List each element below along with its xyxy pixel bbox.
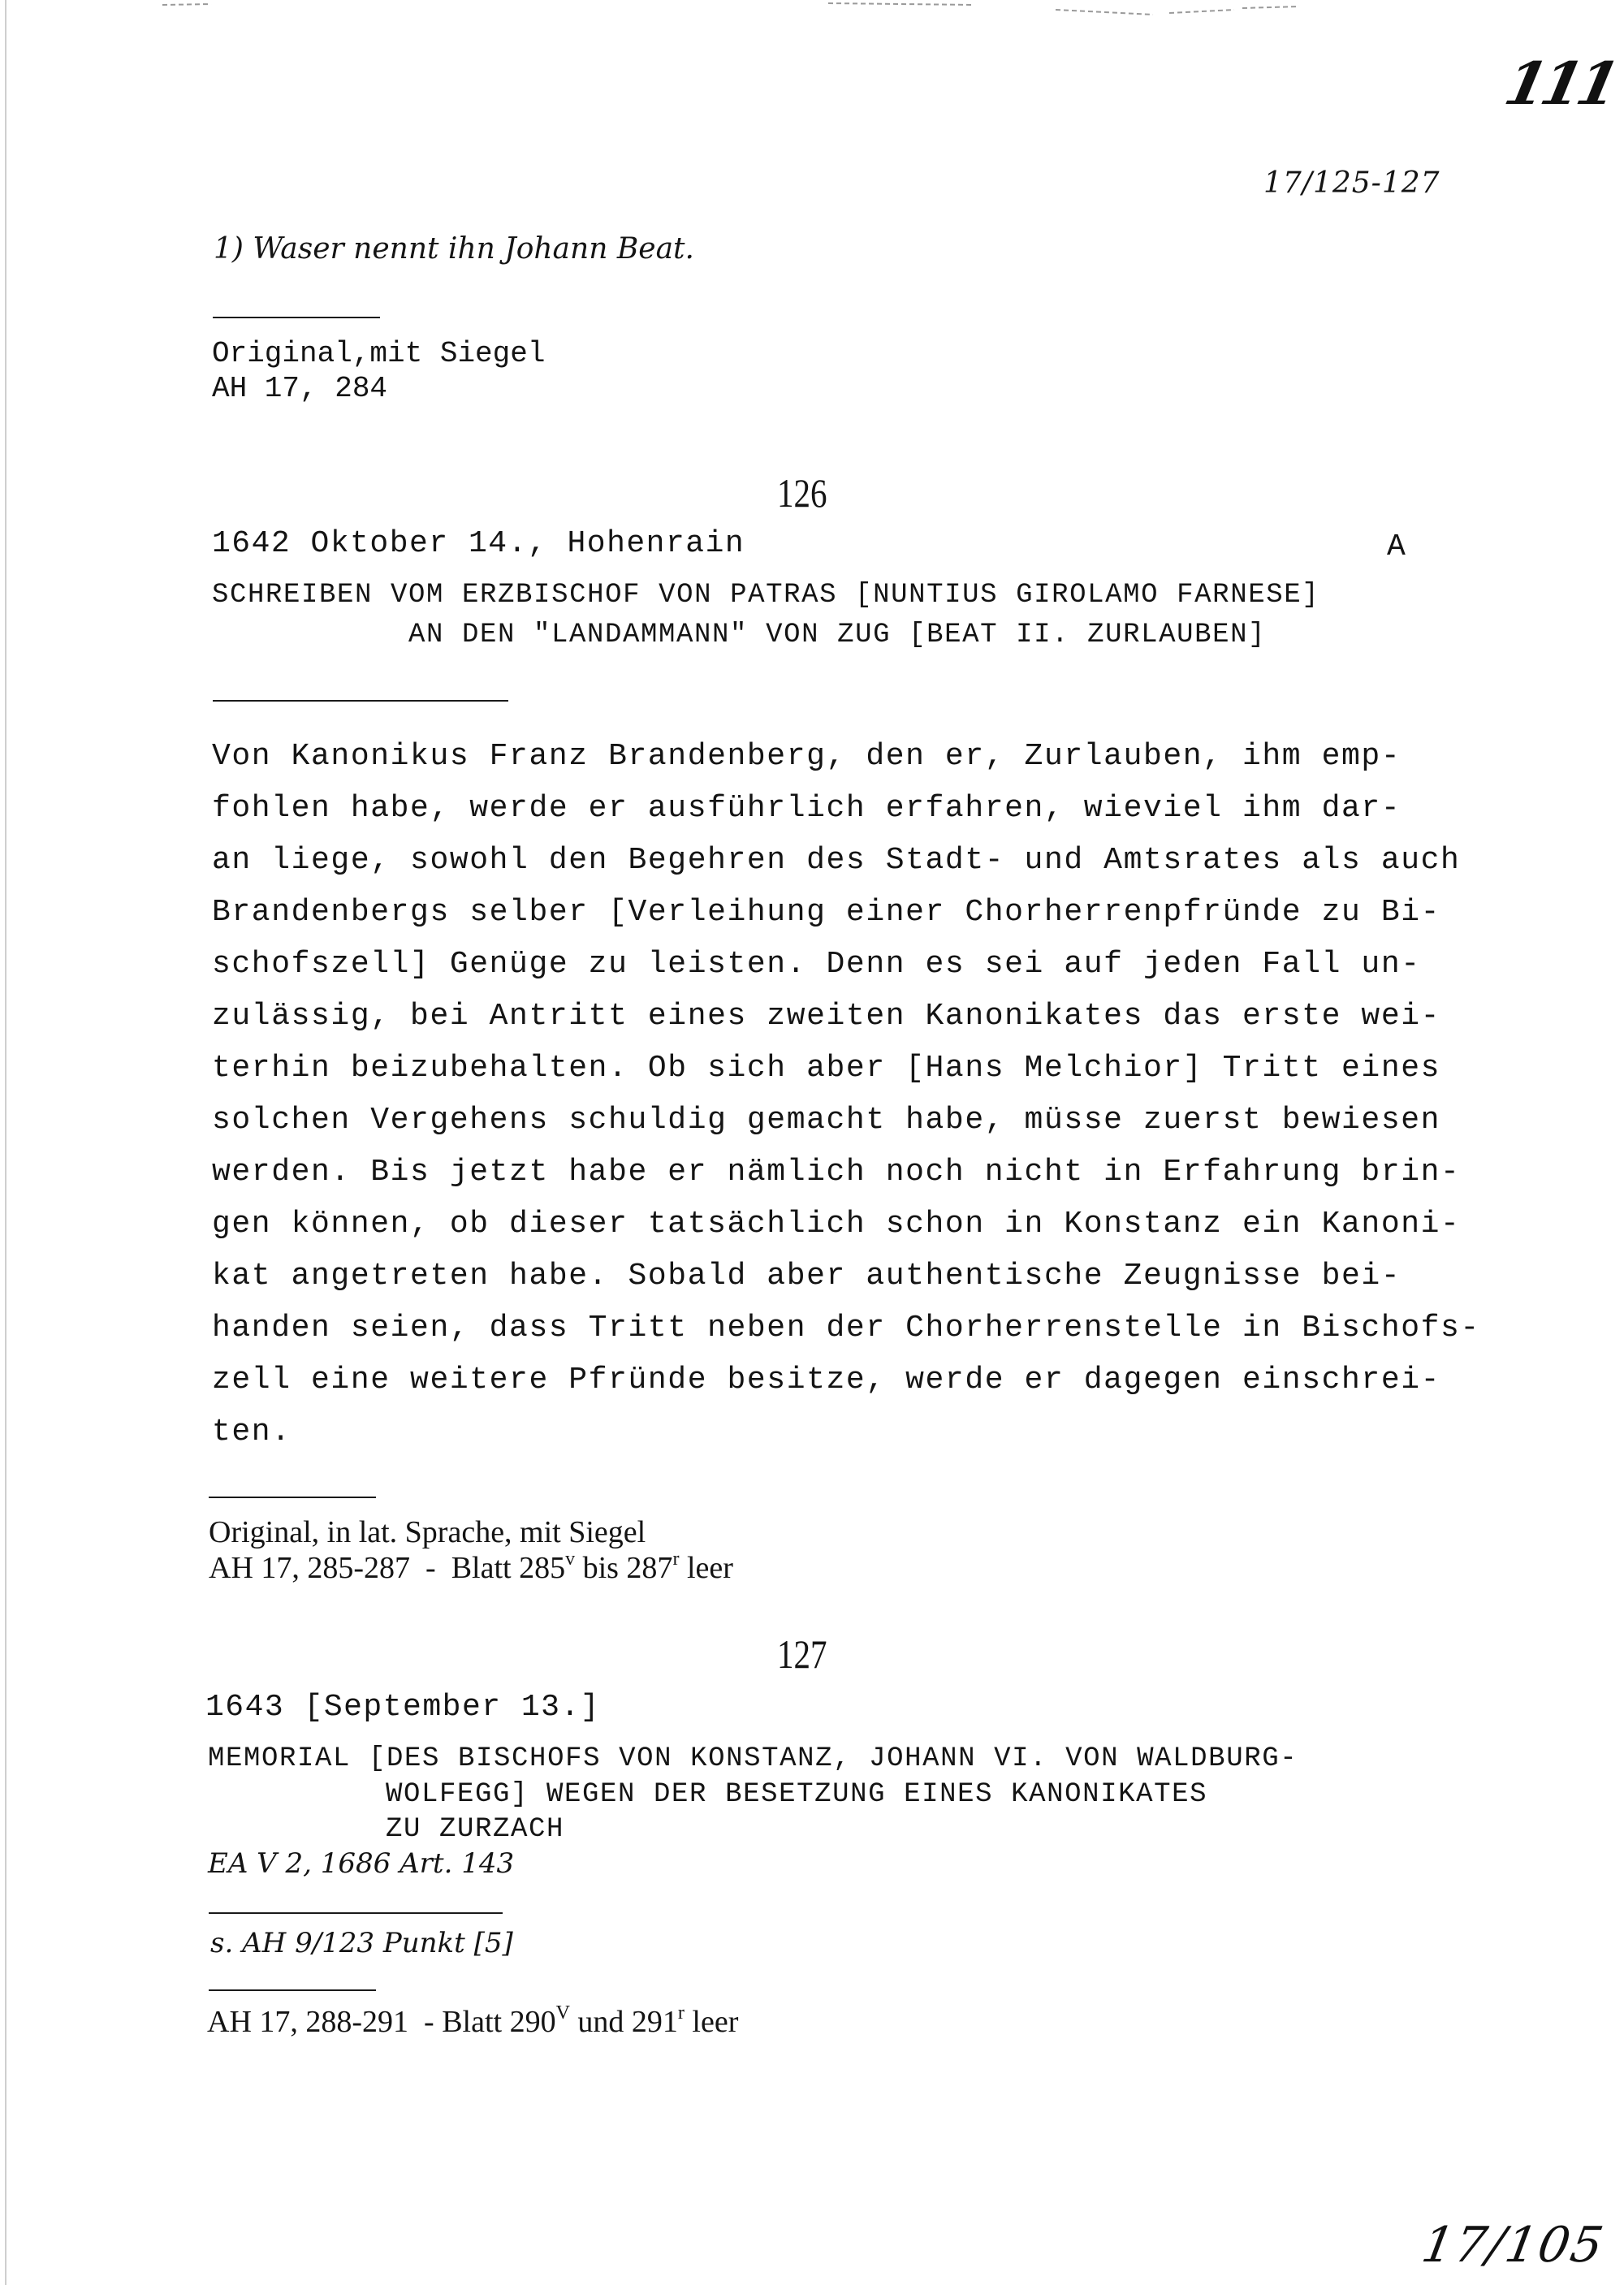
doc126-title-line1: SCHREIBEN VOM ERZBISCHOF VON PATRAS [NUNTIUS GIROLAMO FARNESE] — [212, 580, 1320, 611]
summary-line: werden. Bis jetzt habe er nämlich noch nicht in Erfahrung brin- — [212, 1155, 1461, 1190]
source-text: AH 17, 285-287 - Blatt 285 — [209, 1551, 566, 1585]
doc126-summary — [212, 731, 1479, 1458]
prev-source-line1: Original,mit Siegel — [212, 337, 546, 370]
doc127-edition-ref: EA V 2, 1686 Art. 143 — [208, 1847, 515, 1880]
doc127-cross-ref: s. AH 9/123 Punkt [5] — [210, 1927, 513, 1959]
scan-edge — [5, 0, 6, 2285]
verso-sup: V — [555, 2002, 570, 2024]
doc126-source-line1: Original, in lat. Sprache, mit Siegel — [209, 1515, 646, 1549]
summary-line: handen seien, dass Tritt neben der Chorherrenstelle in Bischofs- — [212, 1311, 1480, 1346]
summary-line: ten. — [212, 1415, 292, 1449]
divider-5 — [209, 1989, 376, 1991]
summary-line: terhin beizubehalten. Ob sich aber [Hans Melchior] Tritt eines — [212, 1051, 1441, 1086]
divider-2 — [213, 700, 508, 702]
doc127-number: 127 — [777, 1631, 827, 1677]
page-reference: 17/125-127 — [1263, 166, 1440, 200]
summary-line: an liege, sowohl den Begehren des Stadt- und Amtsrates als auch — [212, 843, 1461, 878]
summary-line: zulässig, bei Antritt eines zweiten Kanonikates das erste wei- — [212, 999, 1441, 1034]
summary-line: Brandenbergs selber [Verleihung einer Chorherrenpfründe zu Bi- — [212, 895, 1441, 930]
summary-line: solchen Vergehens schuldig gemacht habe, müsse zuerst bewiesen — [212, 1103, 1441, 1138]
source-text: AH 17, 288-291 - Blatt 290 — [207, 2005, 556, 2039]
doc126-source-line2 — [209, 1550, 733, 1586]
summary-line: Von Kanonikus Franz Brandenberg, den er, Zurlauben, ihm emp- — [212, 739, 1402, 774]
source-text: leer — [679, 1551, 733, 1585]
summary-line: kat angetreten habe. Sobald aber authentische Zeugnisse bei- — [212, 1259, 1402, 1294]
summary-line: zell eine weitere Pfründe besitze, werde er dagegen einschrei- — [212, 1363, 1441, 1397]
scan-artifacts — [0, 0, 1624, 24]
summary-line: fohlen habe, werde er ausführlich erfahren, wieviel ihm dar- — [212, 791, 1402, 826]
doc126-marker: A — [1387, 529, 1406, 564]
summary-line: schofszell] Genüge zu leisten. Denn es sei auf jeden Fall un- — [212, 947, 1421, 982]
footnote: 1) Waser nennt ihn Johann Beat. — [214, 232, 694, 266]
prev-source-line2: AH 17, 284 — [212, 372, 388, 405]
doc126-number: 126 — [777, 470, 827, 516]
handwritten-page-number: 17/105 — [1417, 2217, 1609, 2274]
recto-sup: r — [677, 2002, 685, 2024]
divider-4 — [209, 1912, 503, 1914]
verso-sup: v — [565, 1549, 576, 1570]
archive-stamp-number: 111 — [1498, 49, 1622, 118]
divider-3 — [209, 1497, 376, 1498]
doc127-title-line2: WOLFEGG] WEGEN DER BESETZUNG EINES KANONIKATES — [386, 1779, 1208, 1810]
doc127-source — [207, 2004, 738, 2040]
doc127-date: 1643 [September 13.] — [205, 1690, 601, 1725]
divider-1 — [213, 317, 380, 318]
source-text: und 291 — [569, 2005, 678, 2039]
doc126-date-place: 1642 Oktober 14., Hohenrain — [212, 526, 745, 561]
doc127-title-line3: ZU ZURZACH — [386, 1814, 565, 1845]
source-text: leer — [684, 2005, 739, 2039]
doc126-title-line2: AN DEN "LANDAMMANN" VON ZUG [BEAT II. ZURLAUBEN] — [408, 620, 1267, 650]
summary-line: gen können, ob dieser tatsächlich schon in Konstanz ein Kanoni- — [212, 1207, 1461, 1242]
recto-sup: r — [672, 1549, 680, 1570]
doc127-title-line1: MEMORIAL [DES BISCHOFS VON KONSTANZ, JOHANN VI. VON WALDBURG- — [208, 1743, 1298, 1774]
source-text: bis 287 — [575, 1551, 673, 1585]
